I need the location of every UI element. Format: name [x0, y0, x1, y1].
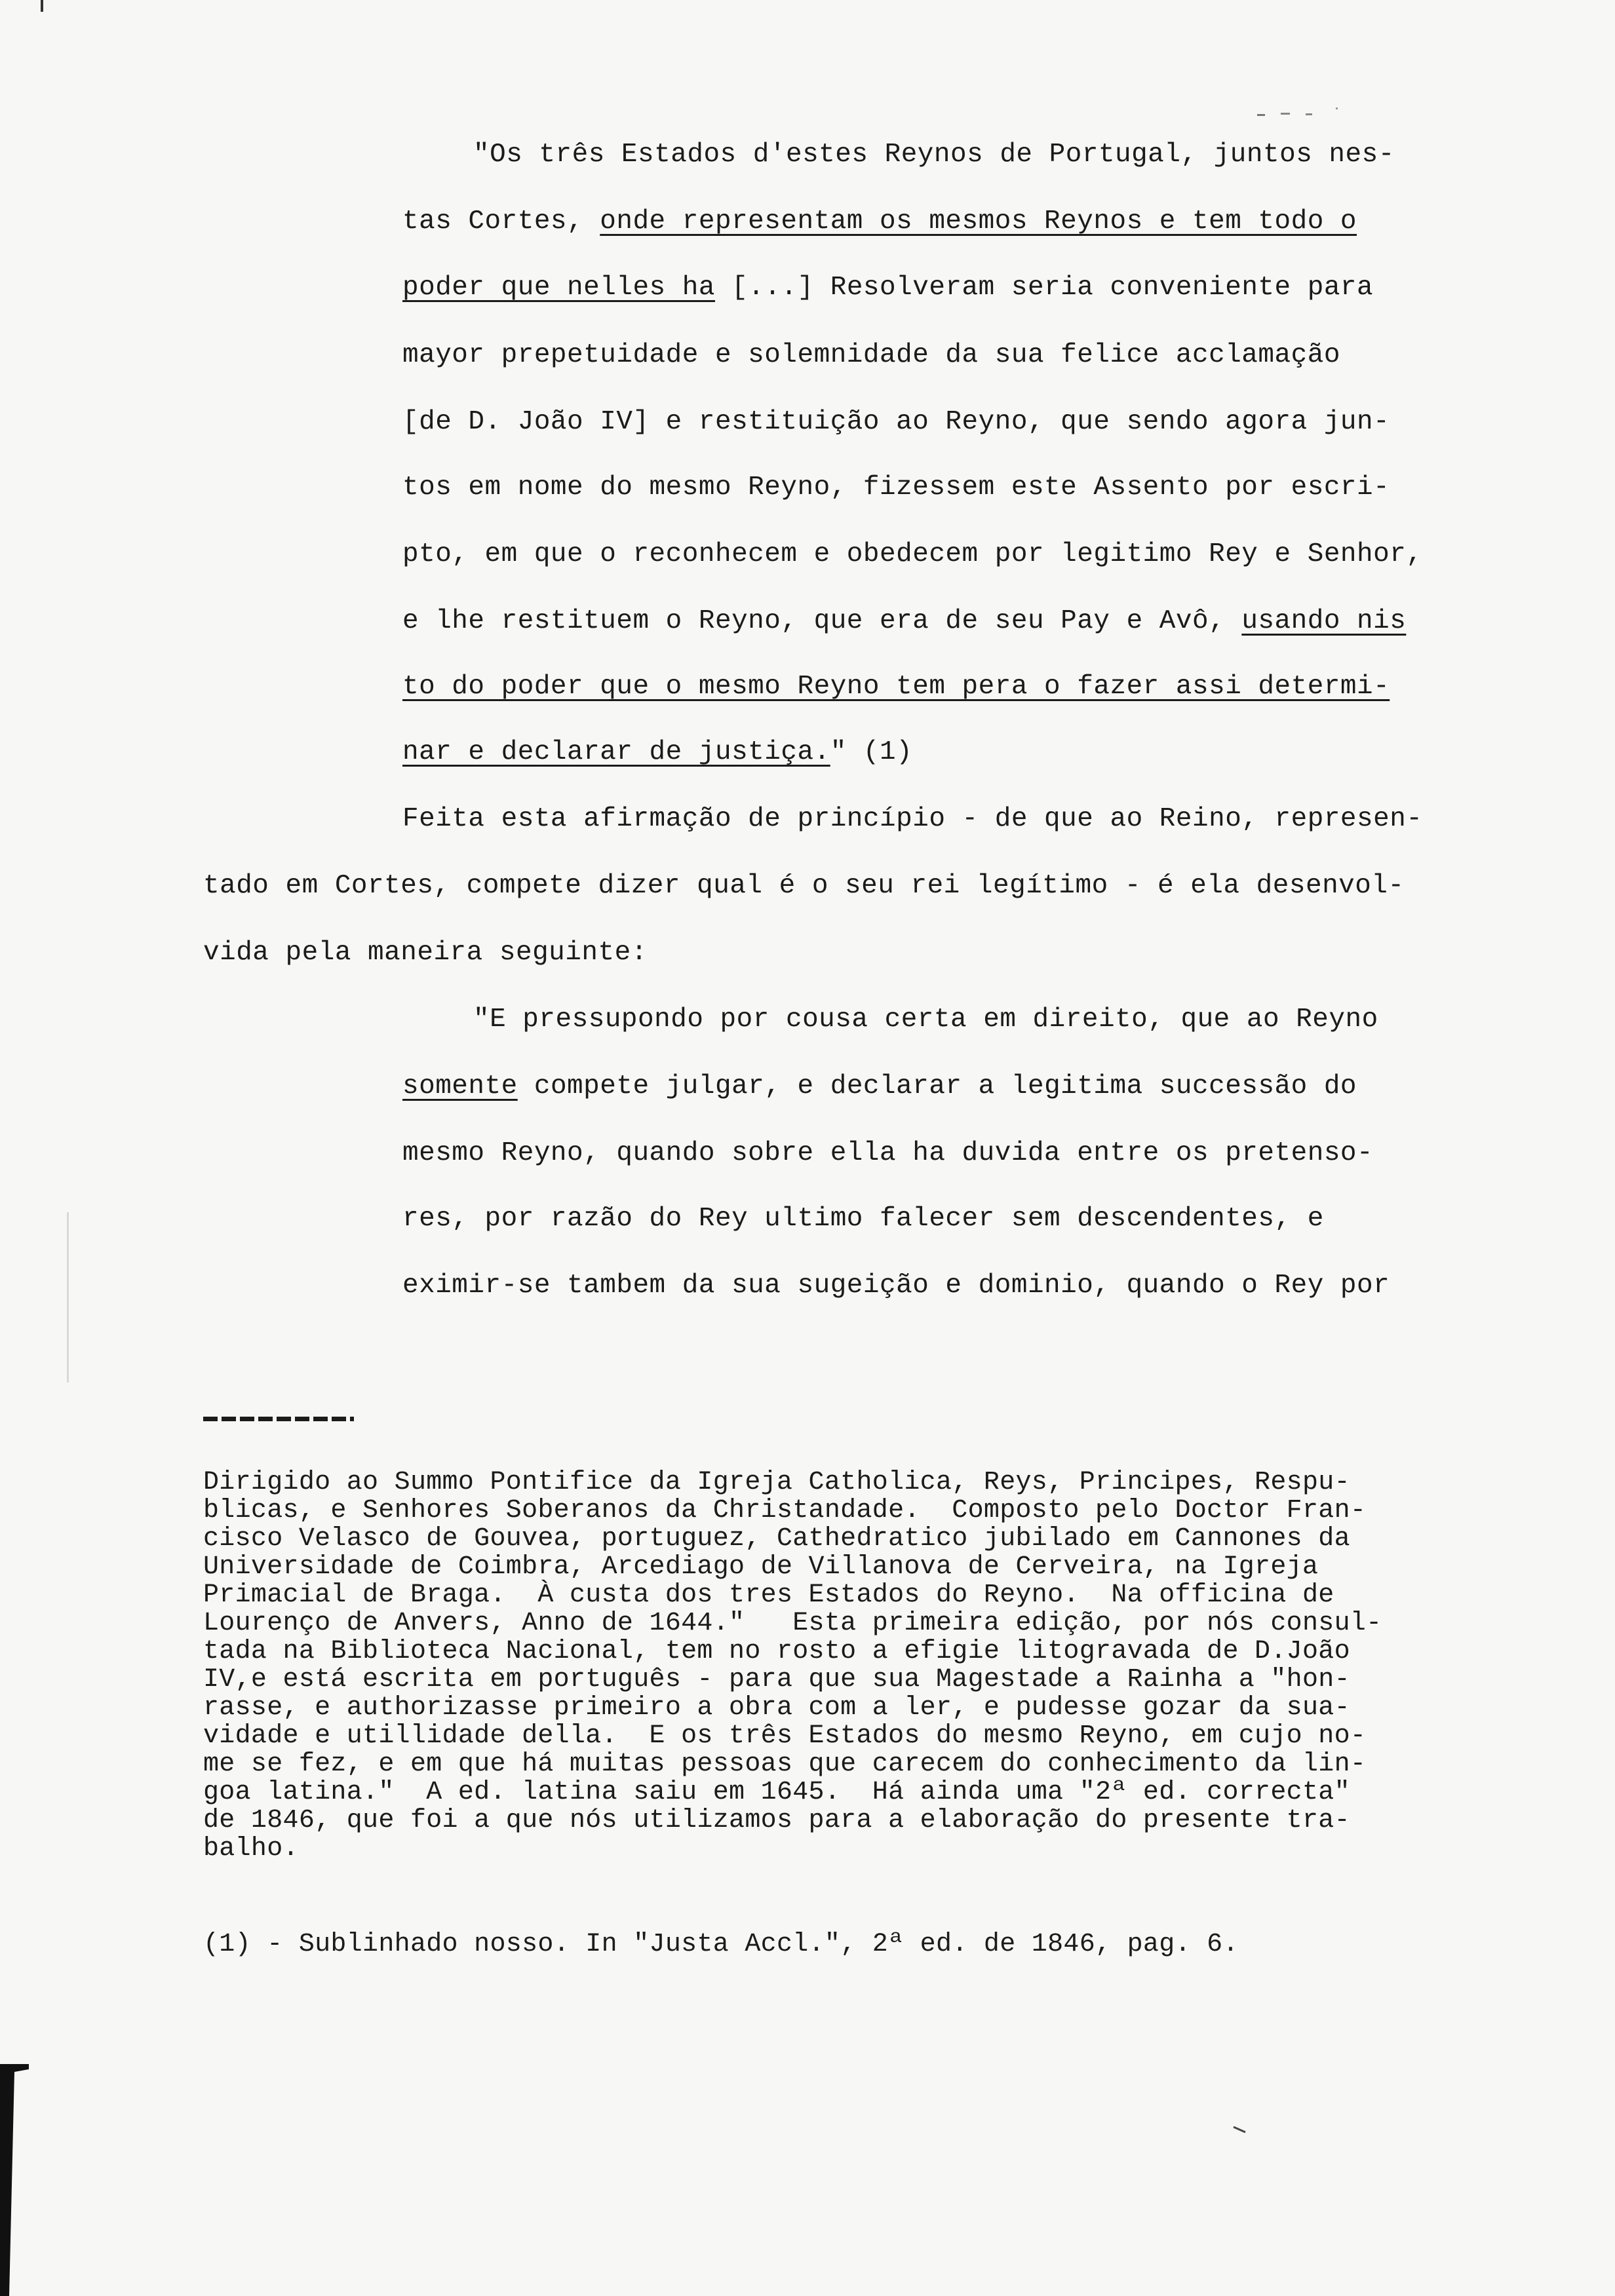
scan-specks [1251, 107, 1349, 121]
quote1-line-7: pto, em que o reconhecem e obedecem por legitimo Rey e Senhor, [402, 539, 1423, 569]
footnote-line: Universidade de Coimbra, Arcediago de Villanova de Cerveira, na Igreja [203, 1552, 1319, 1582]
footnote-line: Dirigido ao Summo Pontifice da Igreja Catholica, Reys, Principes, Respu- [203, 1468, 1350, 1497]
footnote-line: cisco Velasco de Gouvea, portuguez, Cathedratico jubilado em Cannones da [203, 1524, 1350, 1554]
footnote-line: de 1846, que foi a que nós utilizamos para a elaboração do presente tra- [203, 1806, 1350, 1835]
quote2-line-2: somente compete julgar, e declarar a legitima successão do [402, 1071, 1357, 1101]
footnote-line: balho. [203, 1834, 299, 1864]
quote1-line-1: "Os três Estados d'estes Reynos de Portugal, juntos nes- [473, 140, 1395, 170]
quote1-line-10: nar e declarar de justiça." (1) [402, 737, 913, 767]
scan-speck [1232, 2126, 1247, 2133]
footnote-line: tada na Biblioteca Nacional, tem no rosto a efigie litogravada de D.João [203, 1637, 1350, 1666]
footnote-separator [203, 1417, 354, 1421]
footnote-line: blicas, e Senhores Soberanos da Christandade. Composto pelo Doctor Fran- [203, 1496, 1367, 1525]
body-line-3: vida pela maneira seguinte: [203, 938, 648, 968]
scan-edge-line [67, 1212, 69, 1383]
footnote-line: Primacial de Braga. À custa dos tres Estados do Reyno. Na officina de [203, 1580, 1334, 1610]
quote1-line-4: mayor prepetuidade e solemnidade da sua felice acclamação [402, 340, 1340, 370]
footnote-line: Lourenço de Anvers, Anno de 1644." Esta primeira edição, por nós consul- [203, 1609, 1382, 1638]
quote1-line-5: [de D. João IV] e restituição ao Reyno, que sendo agora jun- [402, 407, 1390, 437]
quote1-line-8: e lhe restituem o Reyno, que era de seu Pay e Avô, usando nis [402, 606, 1407, 636]
quote2-line-3: mesmo Reyno, quando sobre ella ha duvida entre os pretenso- [402, 1138, 1374, 1168]
quote1-line-3: poder que nelles ha [...] Resolveram seria conveniente para [402, 273, 1374, 303]
quote2-line-1: "E pressupondo por cousa certa em direito, que ao Reyno [473, 1004, 1378, 1035]
quote1-line-9: to do poder que o mesmo Reyno tem pera o fazer assi determi- [402, 672, 1390, 702]
quote2-line-5: eximir-se tambem da sua sugeição e dominio, quando o Rey por [402, 1271, 1390, 1301]
footnote-line: me se fez, e em que há muitas pessoas que carecem do conhecimento da lin- [203, 1750, 1367, 1779]
scan-edge-mark [41, 0, 43, 12]
scan-edge-bracket [0, 2064, 29, 2296]
quote1-line-2: tas Cortes, onde representam os mesmos Reynos e tem todo o [402, 206, 1357, 237]
quote2-line-4: res, por razão do Rey ultimo falecer sem descendentes, e [402, 1204, 1324, 1234]
footnote-line: goa latina." A ed. latina saiu em 1645. Há ainda uma "2ª ed. correcta" [203, 1778, 1350, 1807]
body-line-1: Feita esta afirmação de princípio - de que ao Reino, represen- [402, 804, 1423, 834]
footnote-line: vidade e utillidade della. E os três Estados do mesmo Reyno, em cujo no- [203, 1721, 1367, 1751]
quote1-line-6: tos em nome do mesmo Reyno, fizessem este Assento por escri- [402, 472, 1390, 503]
body-line-2: tado em Cortes, compete dizer qual é o seu rei legítimo - é ela desenvol- [203, 871, 1405, 901]
footnote-reference: (1) - Sublinhado nosso. In "Justa Accl.", 2ª ed. de 1846, pag. 6. [203, 1930, 1239, 1959]
footnote-line: rasse, e authorizasse primeiro a obra com a ler, e pudesse gozar da sua- [203, 1693, 1350, 1723]
footnote-line: IV,e está escrita em português - para que sua Magestade a Rainha a "hon- [203, 1665, 1350, 1694]
